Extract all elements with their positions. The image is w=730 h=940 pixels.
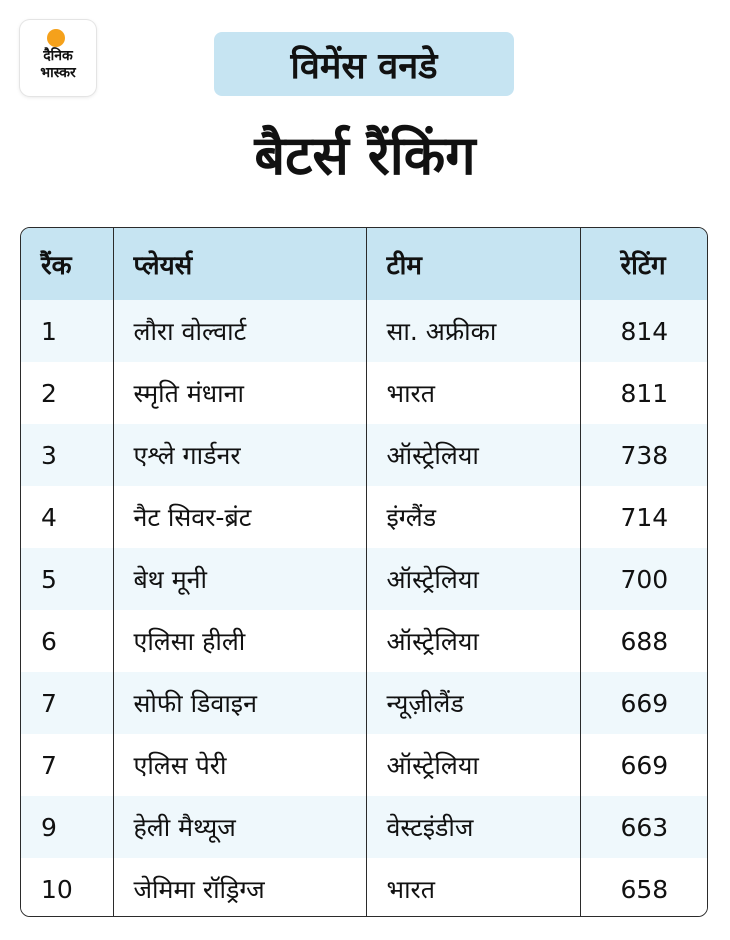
dainik-bhaskar-logo <box>20 20 96 96</box>
team-cell: भारत <box>366 362 580 424</box>
rating-cell: 688 <box>580 610 708 672</box>
logo-text-line1: दैनिक <box>43 48 73 64</box>
category-pill <box>214 32 514 96</box>
player-cell: हेली मैथ्यूज <box>113 796 366 858</box>
rank-cell: 1 <box>41 316 57 346</box>
rating-cell: 811 <box>580 362 708 424</box>
rank-cell: 9 <box>41 812 57 842</box>
column-header-team: टीम <box>366 228 580 300</box>
player-cell: बेथ मूनी <box>113 548 366 610</box>
rating-cell: 714 <box>580 486 708 548</box>
player-cell: लौरा वोल्वार्ट <box>113 300 366 362</box>
rank-cell: 10 <box>41 874 73 904</box>
table-row <box>21 424 708 486</box>
rating-cell: 669 <box>580 672 708 734</box>
team-cell: इंग्लैंड <box>366 486 580 548</box>
rank-cell: 4 <box>41 502 57 532</box>
player-cell: सोफी डिवाइन <box>113 672 366 734</box>
player-cell: एश्ले गार्डनर <box>113 424 366 486</box>
table-row <box>21 672 708 734</box>
player-cell: एलिसा हीली <box>113 610 366 672</box>
table-row <box>21 796 708 858</box>
rank-cell: 2 <box>41 378 57 408</box>
rating-cell: 814 <box>580 300 708 362</box>
table-row <box>21 734 708 796</box>
table-row <box>21 610 708 672</box>
table-row <box>21 362 708 424</box>
sun-icon <box>47 29 65 47</box>
column-header-rank: रैंक <box>41 251 72 281</box>
player-cell: नैट सिवर-ब्रंट <box>113 486 366 548</box>
team-cell: ऑस्ट्रेलिया <box>366 734 580 796</box>
rank-cell: 5 <box>41 564 57 594</box>
team-cell: वेस्टइंडीज <box>366 796 580 858</box>
column-header-players: प्लेयर्स <box>113 228 366 300</box>
table-row <box>21 548 708 610</box>
table-row <box>21 300 708 362</box>
table-row <box>21 486 708 548</box>
rating-cell: 700 <box>580 548 708 610</box>
rating-cell: 658 <box>580 858 708 917</box>
rankings-table <box>20 227 708 917</box>
player-cell: जेमिमा रॉड्रिग्ज <box>113 858 366 917</box>
player-cell: स्मृति मंधाना <box>113 362 366 424</box>
table-row <box>21 858 708 917</box>
rank-cell: 3 <box>41 440 57 470</box>
team-cell: ऑस्ट्रेलिया <box>366 424 580 486</box>
page-title: बैटर्स रैंकिंग <box>254 124 476 187</box>
rating-cell: 669 <box>580 734 708 796</box>
player-cell: एलिस पेरी <box>113 734 366 796</box>
team-cell: सा. अफ्रीका <box>366 300 580 362</box>
rank-cell: 7 <box>41 688 57 718</box>
team-cell: ऑस्ट्रेलिया <box>366 548 580 610</box>
table-header-row <box>21 228 708 300</box>
rank-cell: 7 <box>41 750 57 780</box>
team-cell: ऑस्ट्रेलिया <box>366 610 580 672</box>
team-cell: न्यूज़ीलैंड <box>366 672 580 734</box>
team-cell: भारत <box>366 858 580 917</box>
category-label: विमेंस वनडे <box>290 45 438 87</box>
logo-text-line2: भास्कर <box>40 65 76 81</box>
rank-cell: 6 <box>41 626 57 656</box>
rating-cell: 663 <box>580 796 708 858</box>
column-header-rating: रेटिंग <box>580 228 708 300</box>
rating-cell: 738 <box>580 424 708 486</box>
